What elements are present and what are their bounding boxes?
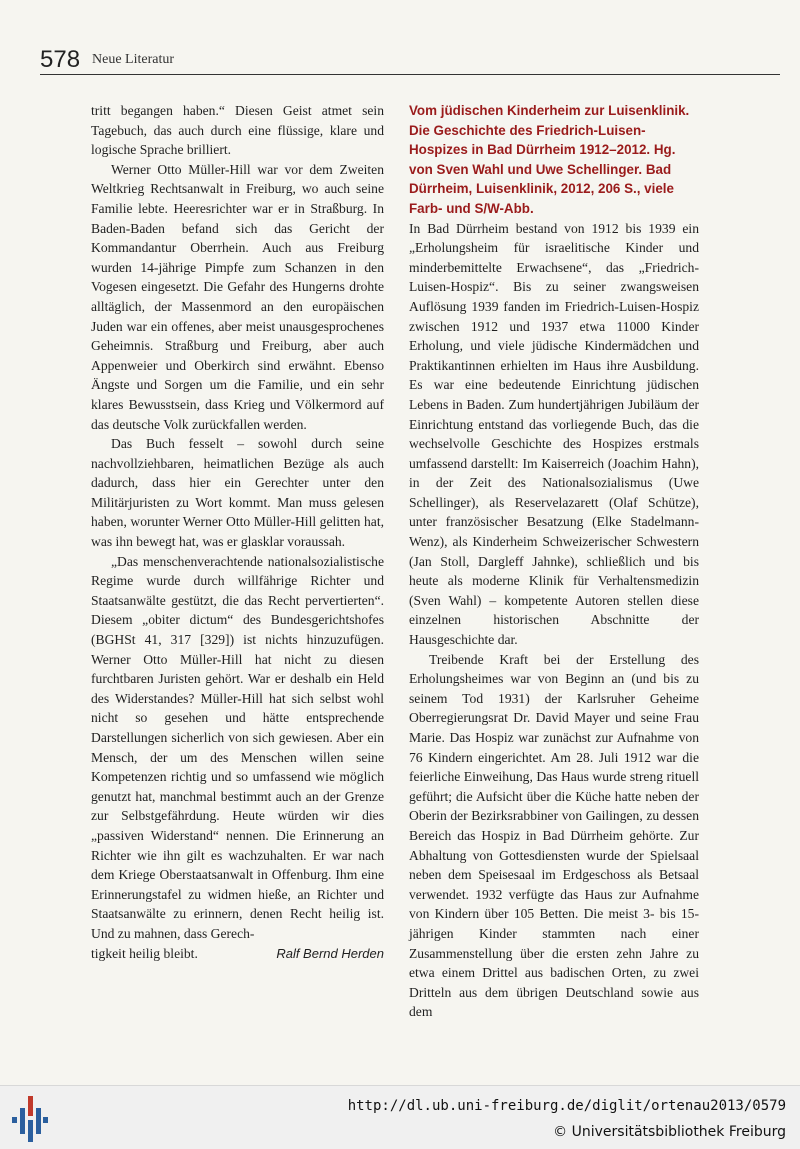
document-url-link[interactable]: http://dl.ub.uni-freiburg.de/diglit/ortenau2013/0579 [347, 1098, 786, 1114]
paragraph: Treibende Kraft bei der Erstellung des Erholungsheimes war von Beginn an (und bis zu seinem Tod 1931) der Karlsruher Geheime Oberregierungsrat Dr. David Mayer und seine Frau Marie. Das Hospiz war zunächst zur Aufnahme von 76 Kindern eingerichtet. Am 28. Juli 1912 war die feierliche Einweihung, Das Haus wurde streng rituell geführt; die Aufsicht über die Küche hatte neben der Oberin der Bezirksrabbiner von Gailingen, zu dessen Bereich das Hospiz in Bad Dürrheim gehörte. Zur Abhaltung von Gottesdiensten wurde der Spielsaal neben dem Speisesaal im Erdgeschoss als Betsaal verwendet. 1932 verfügte das Haus zur Aufnahme von Kindern über 105 Betten. Die meist 3- bis 15-jährigen Kinder stammten nach einer Zusammenstellung über die ersten zehn Jahre zu etwa einem Drittel aus badischen Orten, zu zwei Dritteln aus dem übrigen Deutschland sowie aus dem [409, 651, 699, 1020]
paragraph: tritt begangen haben.“ Diesen Geist atmet sein Tagebuch, das auch durch eine flüssige, klare und logische Sprache brilliert. [91, 103, 384, 158]
paragraph: In Bad Dürrheim bestand von 1912 bis 1939 ein „Erholungsheim für israelitische Kinder und minderbemittelte Erwachsene“, das „Friedrich-Luisen-Hospiz“. Bis zu seiner zwangsweisen Auflösung 1939 fanden im Friedrich-Luisen-Hospiz zwischen 1912 und 1937 etwa 11000 Kinder Erholung, und viele jüdische Kindermädchen und Praktikantinnen erhielten im Haus ihre Ausbildung. Es war eine bedeutende Einrichtung jüdischen Lebens in Baden. Zum hundertjährigen Jubiläum der Einrichtung entstand das vorliegende Buch, das die wechselvolle Geschichte des Hospizes erstmals umfassend darstellt: Im Kaiserreich (Joachim Hahn), in der Zeit des Nationalsozialismus (Uwe Schellinger), als Reservelazarett (Olaf Schütze), unter französischer Besatzung (Elke Stadelmann-Wenz), als Kinderheim Schweizerischer Schwestern (Jan Stoll, Dargleff Jahnke), schließlich und bis heute als moderne Klinik für Verhaltensmedizin (Sven Wahl) – kompetente Autoren stellen diese einzelnen historischen Abschnitte der Hausgeschichte dar. [409, 220, 699, 648]
left-column [91, 101, 384, 963]
copyright-notice: © Universitätsbibliothek Freiburg [553, 1124, 786, 1140]
right-column [409, 101, 699, 1022]
review-title: Vom jüdischen Kinderheim zur Luisenklinik. Die Geschichte des Friedrich-Luisen-Hospizes in Bad Dürrheim 1912–2012. Hg. von Sven Wahl und Uwe Schellinger. Bad Dürrheim, Luisenklinik, 2012, 206 S., viele Farb- und S/W-Abb. [409, 103, 690, 216]
paragraph: Werner Otto Müller-Hill war vor dem Zweiten Weltkrieg Rechtsanwalt in Freiburg, wo auch seine Familie lebte. Heeresrichter war er in Straßburg. In Baden-Baden befand sich das Gericht der Kommandantur Oberrhein. Auch aus Freiburg wurden 14-jährige Pimpfe zum Schanzen in den Vogesen eingesetzt. Die Gefahr des Hungerns drohte alltäglich, der Massenmord an den europäischen Juden war ein offenes, aber meist unausgesprochenes Geheimnis. Straßburg und Freiburg, aber auch Appenweier und Oberkirch sind erwähnt. Ebenso Ängste und Sorgen um die Familie, und ein sehr klares Bewusstsein, dass Krieg und Völkermord auf das deutsche Volk zurückfallen werden. [91, 161, 384, 432]
paragraph: Das Buch fesselt – sowohl durch seine nachvollziehbaren, heimatlichen Bezüge als auch dadurch, dass hier ein Gerechter unter den Militärjuristen zu Wort kommt. Man muss gelesen haben, worunter Werner Otto Müller-Hill gelitten hat, was ihn bewegt hat, was er glasklar voraussah. [91, 436, 384, 550]
page-number: 578 [40, 46, 81, 73]
running-head: Neue Literatur [92, 52, 175, 67]
paragraph: „Das menschenverachtende nationalsozialistische Regime wurde durch willfährige Richter und Staatsanwälte gestützt, die das Recht pervertierten“. Diesem „obiter dictum“ des Bundesgerichtshofes (BGHSt 41, 317 [329]) ist nichts hinzuzufügen. Werner Otto Müller-Hill hat nicht zu diesen furchtbaren Juristen gehört. War er deshalb ein Held des Widerstandes? Müller-Hill hat sich selbst wohl nicht so gesehen und hätte entsprechende Darstellungen sicherlich von sich gewiesen. Aber ein Mensch, der um des Menschen willen seine Kompetenzen richtig und so umfassend wie möglich genutzt hat, manchmal bestimmt auch an der Grenze zur Selbstgefährdung. Heute würden wir dies „passiven Widerstand“ nennen. Die Erinnerung an Richter wie ihn gilt es wachzuhalten. Er war nach dem Kriege Oberstaatsanwalt in Offenburg. Ihm eine Erinnerungstafel zu widmen hieße, an Richter und Staatsanwälte zu erinnern, denen Recht heilig ist. Und zu mahnen, dass Gerech- [91, 553, 384, 941]
ub-freiburg-logo-icon [12, 1094, 48, 1144]
page-header [40, 46, 780, 75]
closing-text: tigkeit heilig bleibt. [91, 945, 198, 961]
closing-line [91, 944, 384, 964]
viewer-footer [0, 1085, 800, 1149]
review-author: Ralf Bernd Herden [276, 945, 384, 961]
